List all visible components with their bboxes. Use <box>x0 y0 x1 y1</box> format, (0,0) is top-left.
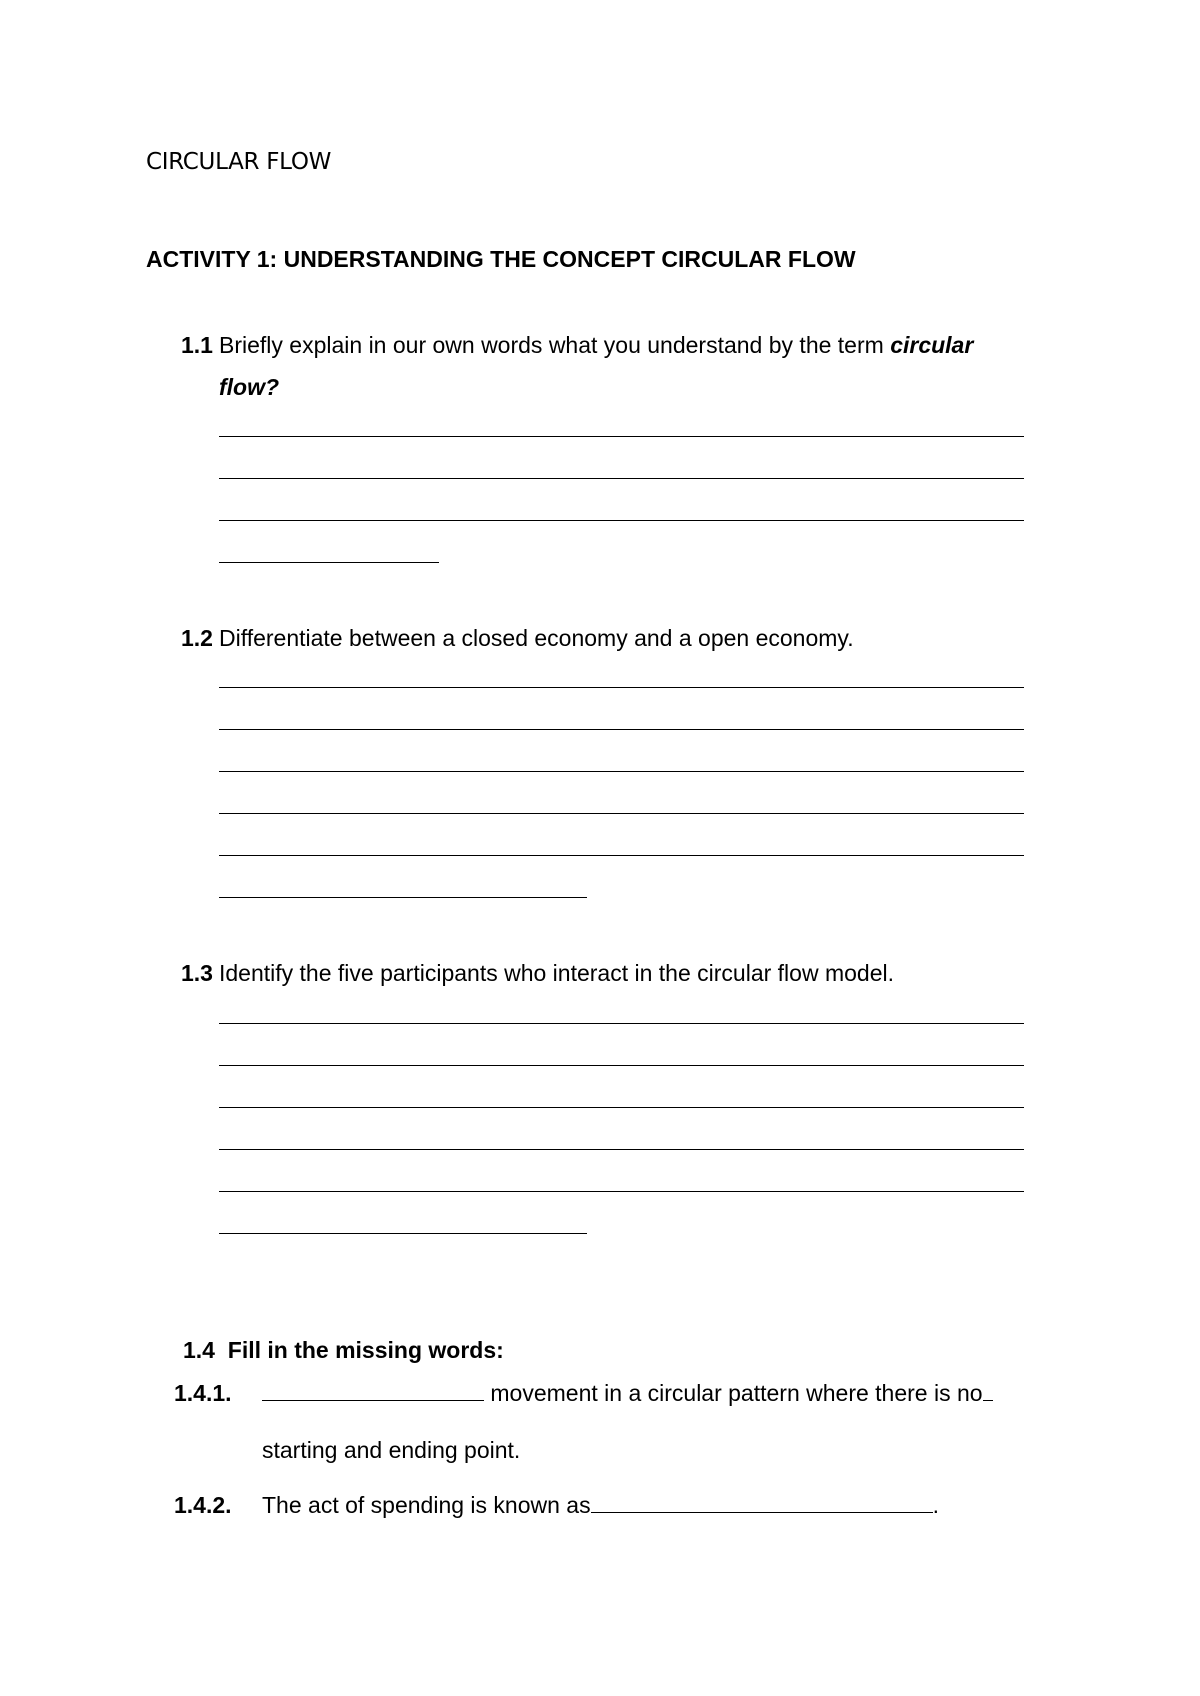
fill-in-heading-text: Fill in the missing words: <box>227 1337 504 1363</box>
answer-line[interactable] <box>219 771 1024 772</box>
question-text: Differentiate between a closed economy and a open economy. <box>219 625 854 651</box>
fill-in-item-text-after: movement in a circular pattern where there is no <box>484 1380 983 1406</box>
question-number: 1.3 <box>181 960 213 986</box>
answer-line[interactable] <box>219 1149 1024 1150</box>
answer-line[interactable] <box>219 855 1024 856</box>
answer-line[interactable] <box>219 687 1024 688</box>
answer-line[interactable] <box>219 478 1024 479</box>
answer-line[interactable] <box>219 562 439 563</box>
fill-in-item-punct: . <box>932 1492 939 1518</box>
answer-line[interactable] <box>219 897 587 898</box>
fill-in-blank[interactable] <box>262 1380 484 1401</box>
answer-line[interactable] <box>219 1233 587 1234</box>
activity-title: ACTIVITY 1: UNDERSTANDING THE CONCEPT CIRCULAR FLOW <box>146 246 856 272</box>
fill-in-blank[interactable] <box>983 1380 993 1401</box>
fill-in-item-text-before: The act of spending is known as <box>262 1492 591 1518</box>
question-term-continued: flow? <box>219 374 280 400</box>
question-term: circular <box>890 332 974 358</box>
document-title: CIRCULAR FLOW <box>146 149 332 175</box>
fill-in-item-number: 1.4.2. <box>174 1492 232 1518</box>
answer-line[interactable] <box>219 436 1024 437</box>
answer-line[interactable] <box>219 1107 1024 1108</box>
answer-line[interactable] <box>219 1191 1024 1192</box>
answer-line[interactable] <box>219 813 1024 814</box>
question-number: 1.2 <box>181 625 213 651</box>
answer-line[interactable] <box>219 1023 1024 1024</box>
question-number: 1.1 <box>181 332 213 358</box>
fill-in-item-text <box>262 1492 939 1519</box>
fill-in-item-text <box>262 1380 993 1407</box>
answer-line[interactable] <box>219 1065 1024 1066</box>
answer-line[interactable] <box>219 520 1024 521</box>
fill-in-heading <box>183 1337 504 1364</box>
fill-in-item-number: 1.4.1. <box>174 1380 232 1406</box>
question-text <box>219 332 973 359</box>
question-text-main: Briefly explain in our own words what you understand by the term <box>219 332 891 358</box>
fill-in-heading-number: 1.4 <box>183 1337 215 1363</box>
fill-in-blank[interactable] <box>591 1492 933 1513</box>
question-text: Identify the five participants who interact in the circular flow model. <box>219 960 894 986</box>
fill-in-item-continuation: starting and ending point. <box>262 1437 521 1463</box>
answer-line[interactable] <box>219 729 1024 730</box>
